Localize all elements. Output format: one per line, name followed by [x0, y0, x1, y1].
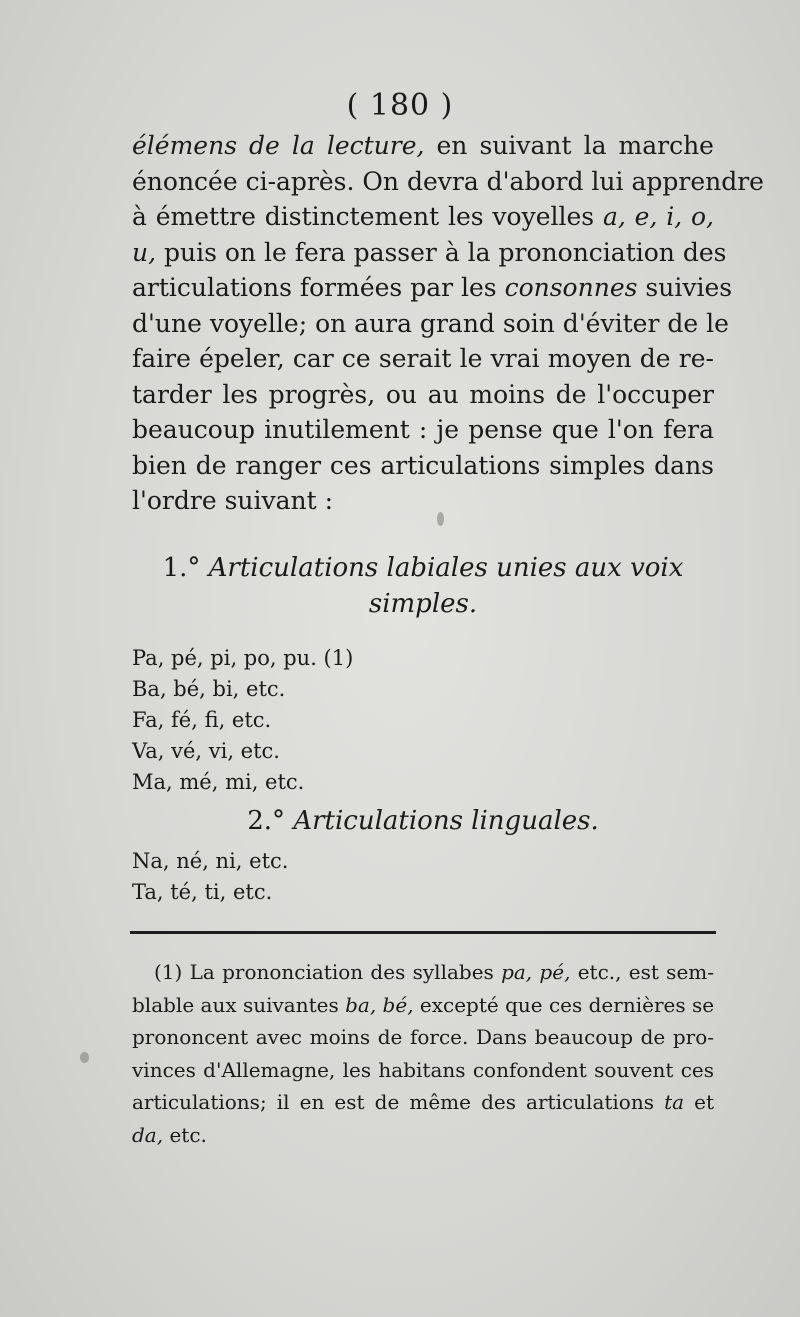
page-number: ( 180 ) — [346, 88, 454, 123]
footnote-line — [132, 1021, 714, 1054]
section-2-number: 2.° — [247, 806, 286, 836]
text-run: articulations formées par les — [132, 273, 505, 302]
syllable-row: Na, né, ni, etc. — [132, 849, 289, 873]
section-2-syllable-list — [132, 846, 532, 908]
body-line — [132, 235, 727, 271]
footnote-line — [132, 989, 714, 1022]
text-run: excepté que ces dernières se — [413, 992, 715, 1017]
syllable-row: Ba, bé, bi, etc. — [132, 677, 286, 701]
body-line — [132, 199, 714, 235]
body-line — [132, 128, 714, 164]
text-run: bien de ranger ces articulations simples dans — [132, 450, 714, 480]
italic-text: u, — [132, 237, 157, 267]
body-line — [132, 341, 714, 377]
section-1-heading — [132, 550, 714, 622]
italic-text: ta — [664, 1090, 685, 1114]
text-run: (1) La prononciation des syllabes — [154, 960, 502, 984]
body-line — [132, 377, 714, 413]
section-2-heading — [132, 803, 714, 839]
body-line — [132, 306, 729, 342]
section-2-title: Articulations linguales. — [293, 806, 599, 836]
italic-text: ba, bé, — [345, 992, 414, 1017]
ink-speck — [80, 1052, 89, 1063]
italic-text: élémens de la lecture, — [132, 131, 425, 160]
body-line — [132, 412, 714, 448]
footnote-line — [132, 1119, 714, 1152]
footnote-line — [132, 956, 714, 989]
syllable-row: Va, vé, vi, etc. — [132, 739, 280, 763]
text-run: d'une voyelle; on aura grand soin d'éviter de le — [132, 308, 729, 338]
ink-speck — [437, 512, 444, 526]
text-run: l'ordre suivant : — [132, 486, 334, 515]
body-paragraph — [132, 128, 764, 519]
footnote-line — [132, 1086, 714, 1119]
text-run: prononcent avec moins de force. Dans beaucoup de pro- — [132, 1025, 714, 1049]
body-line — [132, 164, 764, 200]
text-run: et — [684, 1090, 715, 1114]
italic-text: pa, pé, — [501, 960, 571, 984]
body-line — [132, 448, 714, 484]
text-run: etc. — [163, 1122, 207, 1147]
section-1-title-line1: Articulations labiales unies aux voix — [208, 553, 684, 583]
section-1-title-line2: simples. — [368, 589, 478, 619]
text-run: énoncée ci-après. On devra d'abord lui apprendre — [132, 166, 764, 196]
footnote-line — [132, 1054, 714, 1087]
syllable-row: Ma, mé, mi, etc. — [132, 770, 305, 794]
text-run: faire épeler, car ce serait le vrai moyen de re- — [132, 344, 714, 373]
text-run: blable aux suivantes — [132, 992, 346, 1017]
text-run: suivies — [637, 273, 733, 302]
footnote-divider — [130, 931, 716, 934]
body-line — [132, 270, 733, 306]
syllable-row: Fa, fé, fi, etc. — [132, 708, 272, 732]
text-run: beaucoup inutilement : je pense que l'on fera — [132, 415, 714, 444]
text-run: articulations; il en est de même des articulations — [132, 1090, 665, 1114]
text-run: en suivant la marche — [424, 131, 714, 160]
italic-text: consonnes — [504, 273, 638, 302]
body-line — [132, 483, 714, 519]
text-run: vinces d'Allemagne, les habitans confondent souvent ces — [132, 1057, 714, 1082]
footnote — [132, 956, 714, 1151]
section-1-number: 1.° — [162, 553, 201, 583]
text-run: à émettre distinctement les voyelles — [132, 202, 603, 231]
text-run: puis on le fera passer à la prononciation des — [156, 237, 727, 267]
text-run: etc., est sem- — [570, 960, 715, 984]
section-1-syllable-list — [132, 643, 532, 798]
italic-text: da, — [132, 1122, 164, 1147]
syllable-row: Ta, té, ti, etc. — [132, 880, 273, 904]
text-run: tarder les progrès, ou au moins de l'occuper — [132, 379, 714, 409]
syllable-row: Pa, pé, pi, po, pu. (1) — [132, 646, 354, 670]
italic-text: a, e, i, o, — [602, 202, 715, 231]
